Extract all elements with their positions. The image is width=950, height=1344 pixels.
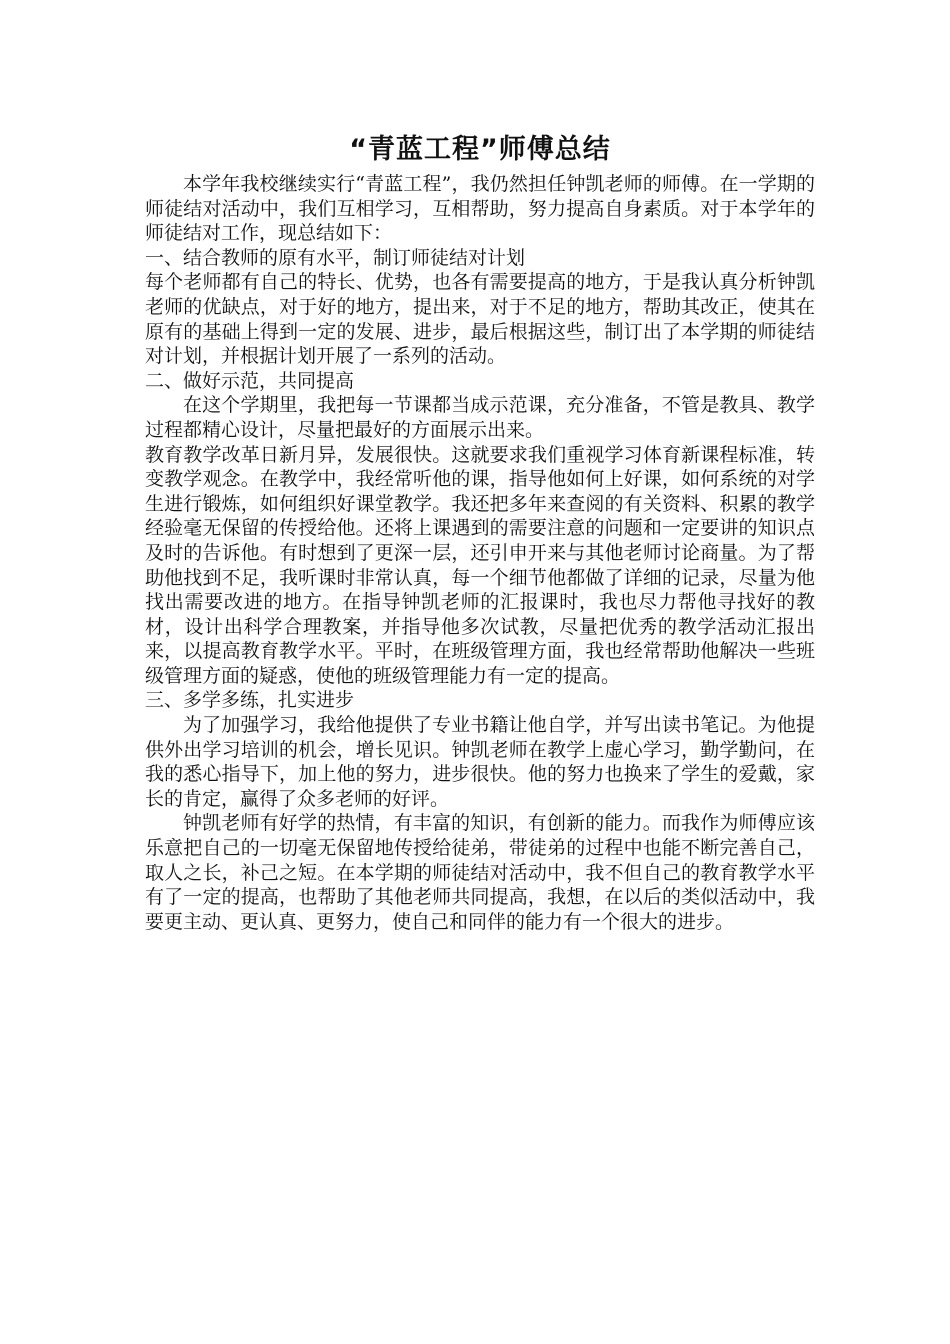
section-1-paragraph: 每个老师都有自己的特长、优势，也各有需要提高的地方，于是我认真分析钟凯老师的优缺点，对于好的地方，提出来，对于不足的地方，帮助其改正，使其在原有的基础上得到一定的发展、进步，最后根据这些，制订出了本学期的师徒结对计划，并根据计划开展了一系列的活动。 <box>145 271 815 368</box>
section-1-heading: 一、结合教师的原有水平，制订师徒结对计划 <box>145 246 526 269</box>
section-3-paragraph-1: 为了加强学习，我给他提供了专业书籍让他自学，并写出读书笔记。为他提供外出学习培训的机会，增长见识。钟凯老师在教学上虚心学习，勤学勤问，在我的悉心指导下，加上他的努力，进步很快。他的努力也换来了学生的爱戴，家长的肯定，赢得了众多老师的好评。 <box>145 714 815 810</box>
intro-paragraph: 本学年我校继续实行“青蓝工程”，我仍然担任钟凯老师的师傅。在一学期的师徒结对活动中，我们互相学习，互相帮助，努力提高自身素质。对于本学年的师徒结对工作，现总结如下： <box>145 173 815 245</box>
document-title: “青蓝工程”师傅总结 <box>349 134 611 165</box>
section-2-heading: 二、做好示范，共同提高 <box>145 369 355 392</box>
section-2-paragraph-1: 在这个学期里，我把每一节课都当成示范课，充分准备，不管是教具、教学过程都精心设计，尽量把最好的方面展示出来。 <box>145 394 815 441</box>
document-page <box>145 130 815 934</box>
section-2-paragraph-2: 教育教学改革日新月异，发展很快。这就要求我们重视学习体育新课程标准，转变教学观念。在教学中，我经常听他的课，指导他如何上好课，如何系统的对学生进行锻炼，如何组织好课堂教学。我还把多年来查阅的有关资料、积累的教学经验毫无保留的传授给他。还将上课遇到的需要注意的问题和一定要讲的知识点及时的告诉他。有时想到了更深一层，还引申开来与其他老师讨论商量。为了帮助他找到不足，我听课时非常认真，每一个细节他都做了详细的记录，尽量为他找出需要改进的地方。在指导钟凯老师的汇报课时，我也尽力帮他寻找好的教材，设计出科学合理教案，并指导他多次试教，尽量把优秀的教学活动汇报出来，以提高教育教学水平。平时，在班级管理方面，我也经常帮助他解决一些班级管理方面的疑惑，使他的班级管理能力有一定的提高。 <box>145 443 815 687</box>
section-3-paragraph-2: 钟凯老师有好学的热情，有丰富的知识，有创新的能力。而我作为师傅应该乐意把自己的一切毫无保留地传授给徒弟，带徒弟的过程中也能不断完善自己，取人之长，补己之短。在本学期的师徒结对活动中，我不但自己的教育教学水平有了一定的提高，也帮助了其他老师共同提高，我想，在以后的类似活动中，我要更主动、更认真、更努力，使自己和同伴的能力有一个很大的进步。 <box>145 812 815 933</box>
section-3-heading: 三、多学多练，扎实进步 <box>145 689 355 712</box>
